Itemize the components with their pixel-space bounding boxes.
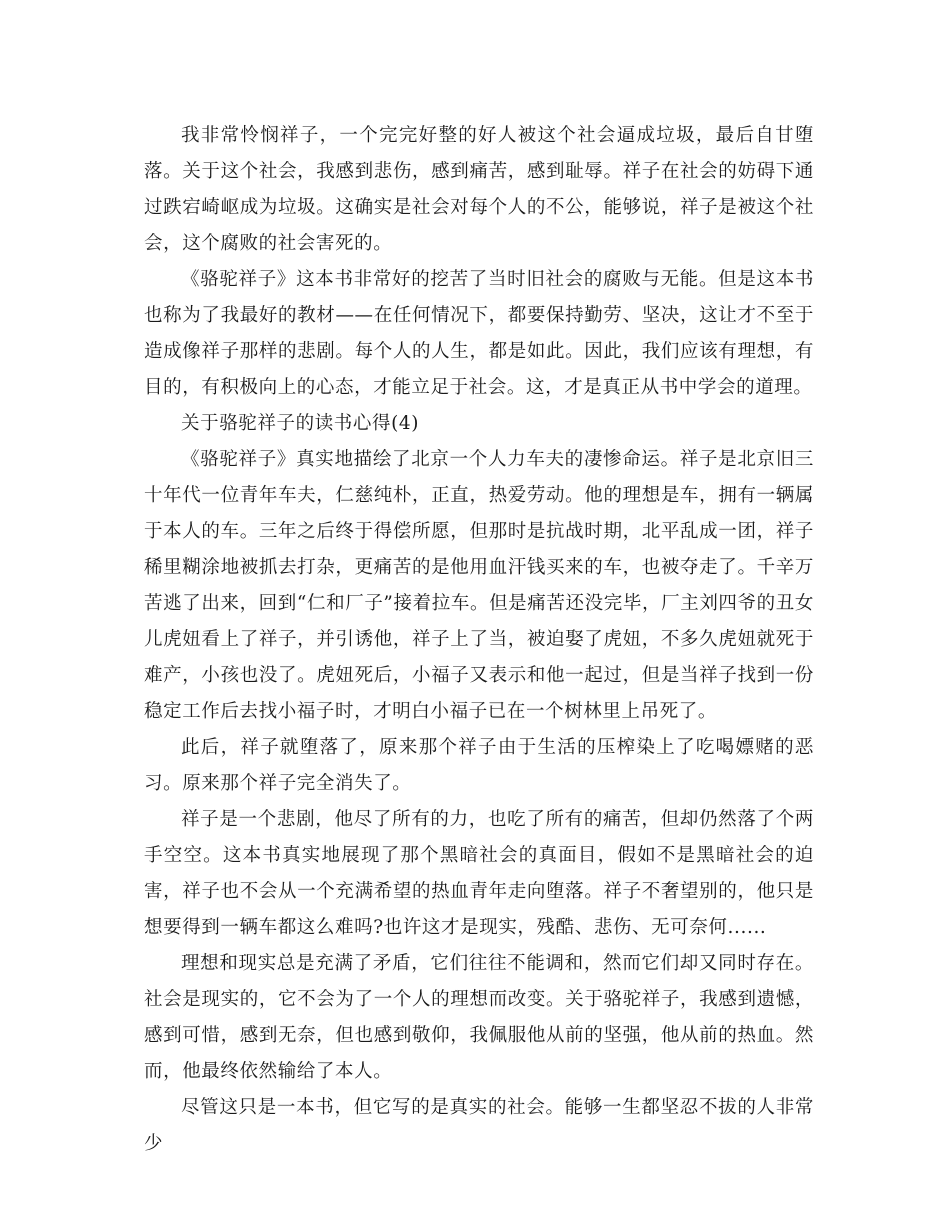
paragraph-2: 《骆驼祥子》这本书非常好的挖苦了当时旧社会的腐败与无能。但是这本书也称为了我最好的教材——在任何情况下，都要保持勤劳、坚决，这让才不至于造成像祥子那样的悲剧。每个人的人生，都是如此。因此，我们应该有理想，有目的，有积极向上的心态，才能立足于社会。这，才是真正从书中学会的道理。 [144,269,814,398]
paragraph-3: 《骆驼祥子》真实地描绘了北京一个人力车夫的凄惨命运。祥子是北京旧三十年代一位青年车夫，仁慈纯朴，正直，热爱劳动。他的理想是车，拥有一辆属于本人的车。三年之后终于得偿所愿，但那时是抗战时期，北平乱成一团，祥子稀里糊涂地被抓去打杂，更痛苦的是他用血汗钱买来的车，也被夺走了。千辛万苦逃了出来，回到“仁和厂子”接着拉车。但是痛苦还没完毕，厂主刘四爷的丑女儿虎妞看上了祥子，并引诱他，祥子上了当，被迫娶了虎妞，不多久虎妞就死于难产，小孩也没了。虎妞死后，小福子又表示和他一起过，但是当祥子找到一份稳定工作后去找小福子时，才明白小福子已在一个树林里上吊死了。 [144,449,814,722]
document-body [144,118,814,1162]
paragraph-6: 理想和现实总是充满了矛盾，它们往往不能调和，然而它们却又同时存在。社会是现实的，它不会为了一个人的理想而改变。关于骆驼祥子，我感到遗憾，感到可惜，感到无奈，但也感到敬仰，我佩服他从前的坚强，他从前的热血。然而，他最终依然输给了本人。 [144,953,814,1082]
paragraph-5: 祥子是一个悲剧，他尽了所有的力，也吃了所有的痛苦，但却仍然落了个两手空空。这本书真实地展现了那个黑暗社会的真面目，假如不是黑暗社会的迫害，祥子也不会从一个充满希望的热血青年走向堕落。祥子不奢望别的，他只是想要得到一辆车都这么难吗?也许这才是现实，残酷、悲伤、无可奈何...... [144,809,814,938]
paragraph-4: 此后，祥子就堕落了，原来那个祥子由于生活的压榨染上了吃喝嫖赌的恶习。原来那个祥子完全消失了。 [144,737,814,794]
section-heading: 关于骆驼祥子的读书心得(4) [181,413,420,434]
paragraph-7: 尽管这只是一本书，但它写的是真实的社会。能够一生都坚忍不拔的人非常少 [144,1097,814,1154]
paragraph-1: 我非常怜悯祥子，一个完完好整的好人被这个社会逼成垃圾，最后自甘堕落。关于这个社会，我感到悲伤，感到痛苦，感到耻辱。祥子在社会的妨碍下通过跌宕崎岖成为垃圾。这确实是社会对每个人的不公，能够说，祥子是被这个社会，这个腐败的社会害死的。 [144,125,814,254]
